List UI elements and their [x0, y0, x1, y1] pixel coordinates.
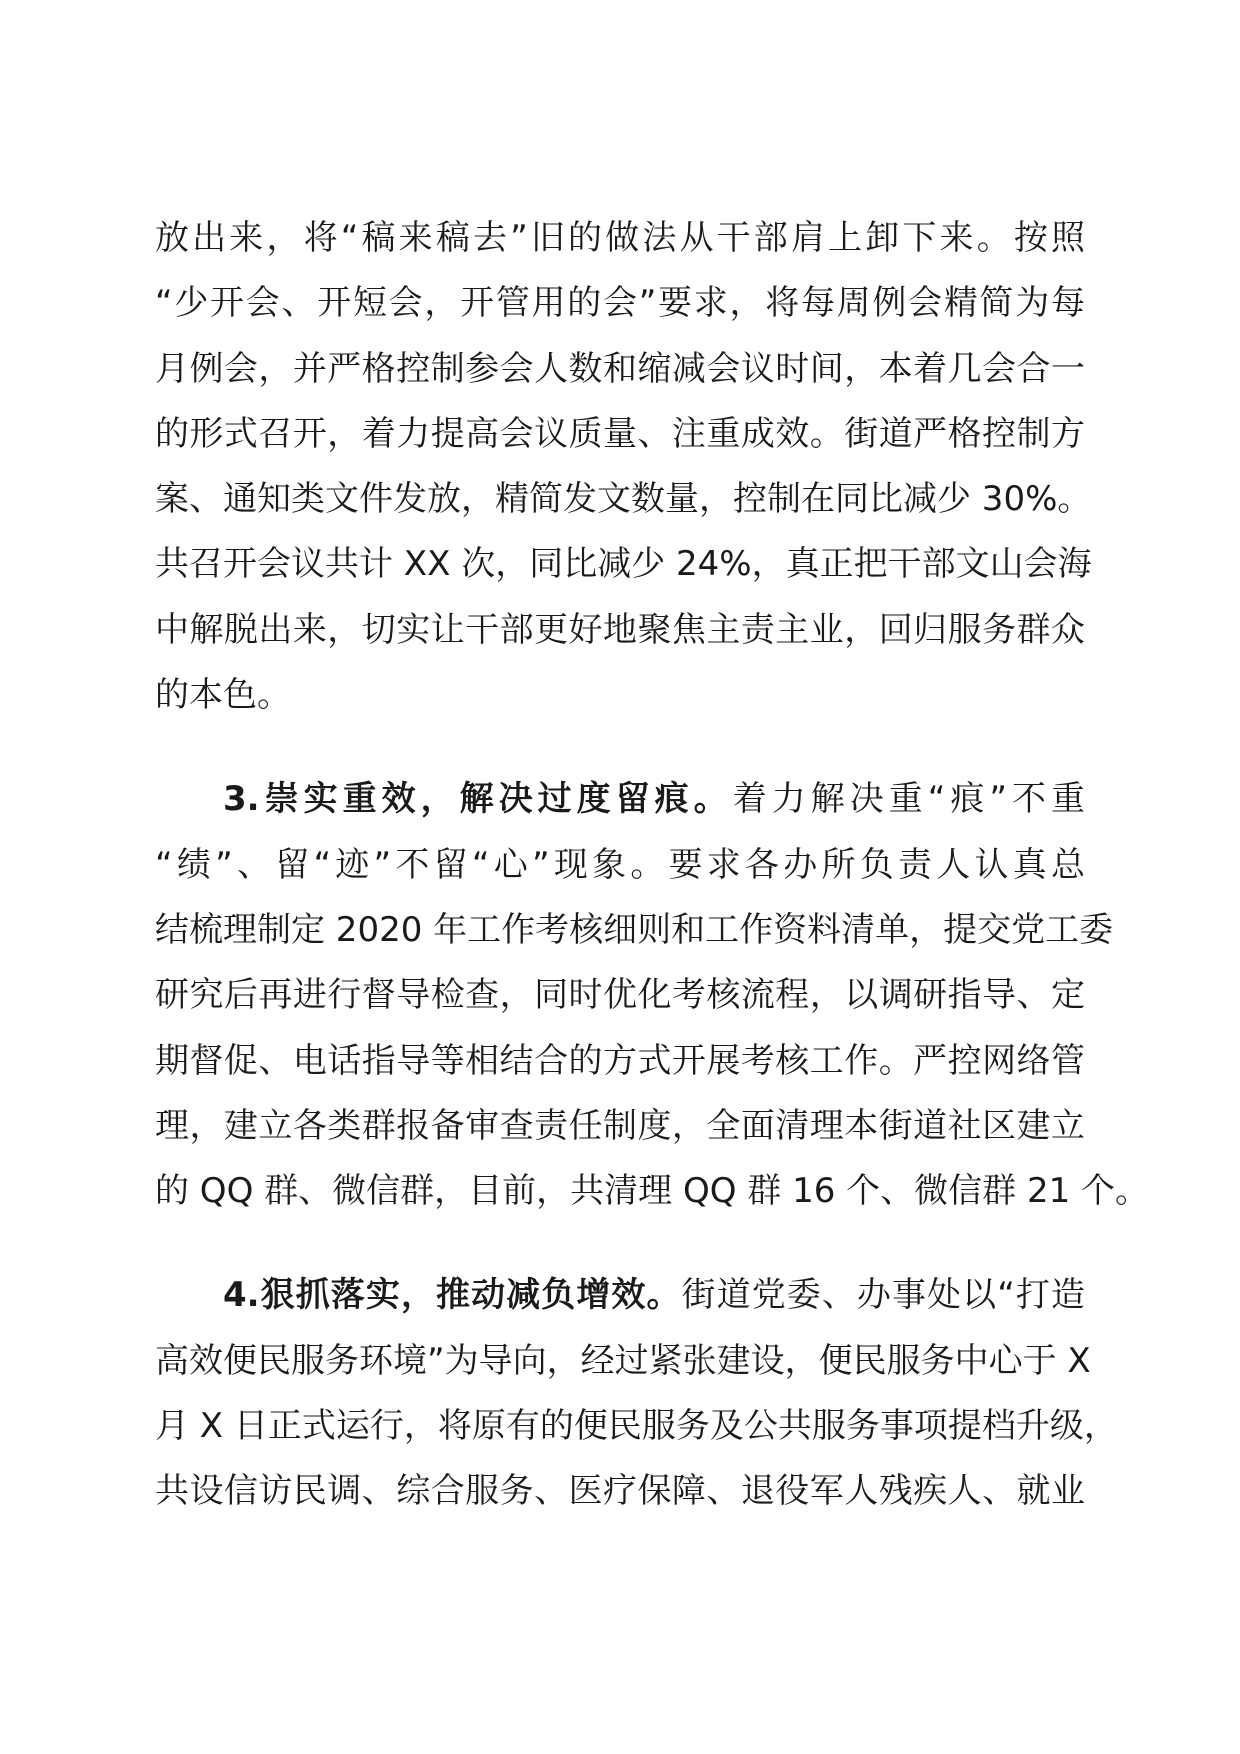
text-line: 期督促、电话指导等相结合的方式开展考核工作。严控网络管 [155, 1040, 1085, 1081]
text-line: 结梳理制定 2020 年工作考核细则和工作资料清单，提交党工委 [155, 909, 1114, 950]
document-body [155, 206, 1150, 1525]
text-line: 放出来，将“稿来稿去”旧的做法从干部肩上卸下来。按照 [155, 218, 1085, 258]
paragraph-spacer [155, 1224, 1085, 1263]
text-line-first [155, 767, 1085, 832]
text-line: 案、通知类文件发放，精简发文数量，控制在同比减少 30%。 [155, 479, 1092, 520]
text-line: 月 X 日正式运行，将原有的便民服务及公共服务事项提档升级， [155, 1406, 1118, 1447]
text-line: 高效便民服务环境”为导向，经过紧张建设，便民服务中心于 X [155, 1340, 1091, 1381]
text-line: 的本色。 [155, 675, 291, 716]
section-4-lead-text: 街道党委、办事处以“打造 [681, 1275, 1085, 1316]
paragraph-meeting-reduction [155, 206, 1092, 728]
paragraph-section-3 [155, 767, 1150, 1224]
text-line: 的形式召开，着力提高会议质量、注重成效。街道严格控制方 [155, 413, 1085, 454]
text-line-first [155, 1263, 1085, 1328]
section-3-lead-text: 着力解决重“痕”不重 [732, 779, 1085, 820]
text-line: 共召开会议共计 XX 次，同比减少 24%，真正把干部文山会海 [155, 544, 1092, 585]
text-line: 月例会，并严格控制参会人数和缩减会议时间，本着几会合一 [155, 348, 1085, 389]
paragraph-spacer [155, 728, 1085, 767]
text-line: “少开会、开短会，开管用的会”要求，将每周例会精简为每 [155, 283, 1085, 324]
text-line: 的 QQ 群、微信群，目前，共清理 QQ 群 16 个、微信群 21 个。 [155, 1171, 1150, 1212]
section-4-heading: 4.狠抓落实，推动减负增效。 [223, 1275, 682, 1316]
text-line: 研究后再进行督导检查，同时优化考核流程，以调研指导、定 [155, 975, 1085, 1016]
paragraph-section-4 [155, 1263, 1118, 1524]
text-line: 共设信访民调、综合服务、医疗保障、退役军人残疾人、就业 [155, 1471, 1085, 1512]
text-line: “绩”、留“迹”不留“心”现象。要求各办所负责人认真总 [155, 844, 1085, 885]
text-line: 中解脱出来，切实让干部更好地聚焦主责主业，回归服务群众 [155, 609, 1085, 650]
section-3-heading: 3.崇实重效，解决过度留痕。 [223, 779, 733, 820]
text-line: 理，建立各类群报备审查责任制度，全面清理本街道社区建立 [155, 1105, 1085, 1146]
